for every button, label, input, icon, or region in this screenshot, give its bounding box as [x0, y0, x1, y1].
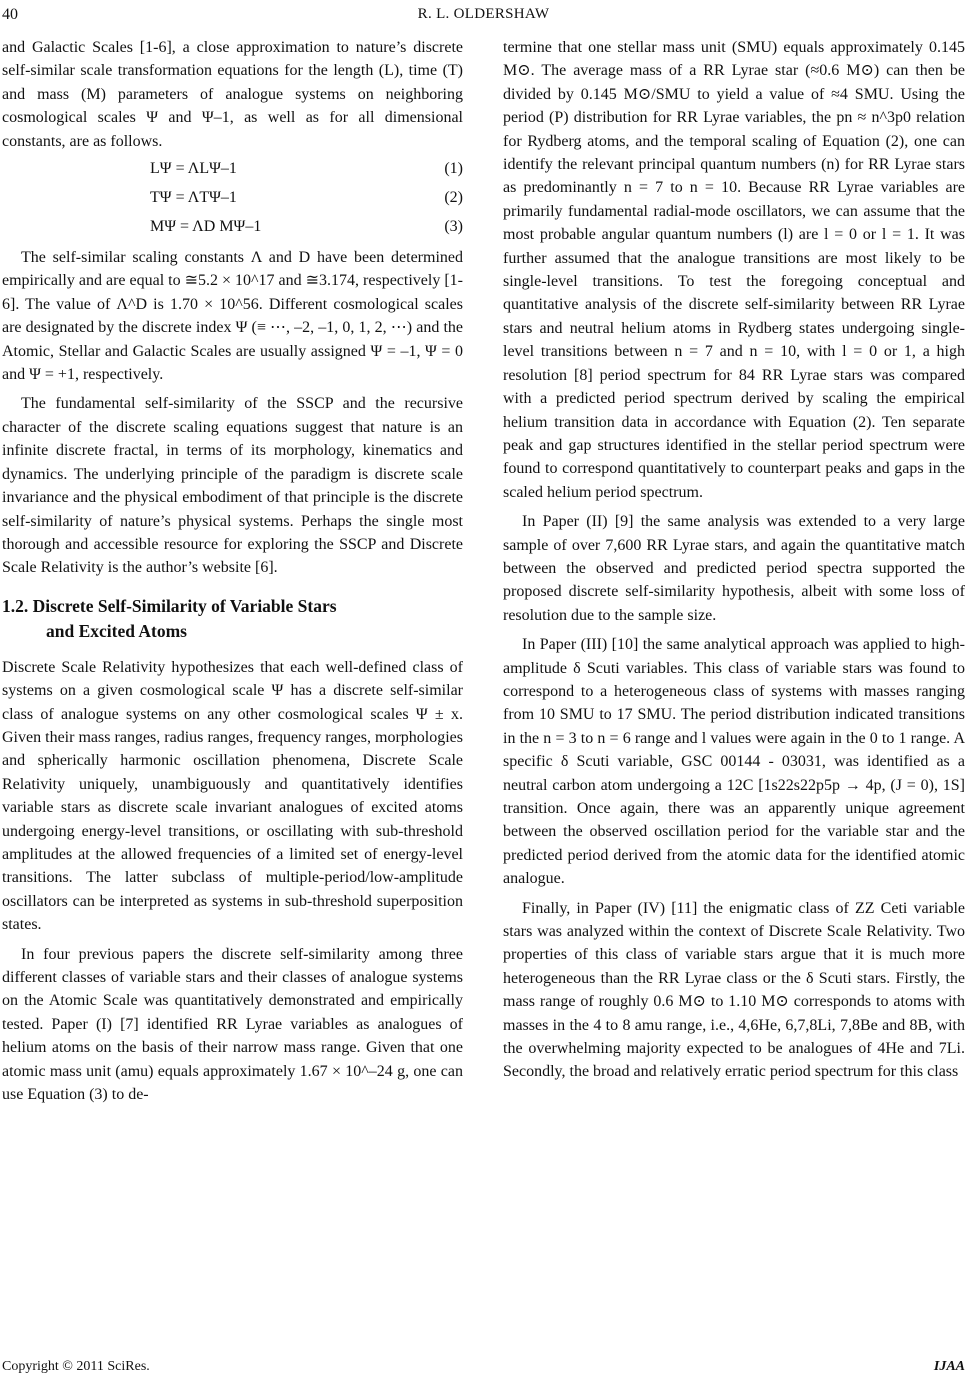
equation-2 [2, 182, 463, 211]
equation-1 [2, 153, 463, 182]
equation-number: (2) [444, 189, 463, 207]
equation-body: LΨ = ΛLΨ–1 [150, 160, 237, 178]
equation-number: (1) [444, 160, 463, 178]
running-head: R. L. OLDERSHAW [417, 6, 550, 22]
paragraph: In four previous papers the discrete self-similarity among three different classes of variable stars and their classes of analogue systems on the Atomic Scale was quantitatively demonstrated and empirically tested. Paper (I) [7] identified RR Lyrae variables as analogues of helium atoms on the basis of their narrow mass range. Given that one atomic mass unit (amu) equals approximately 1.67 × 10^–24 g, one can use Equation (3) to de- [2, 945, 463, 1104]
equation-body: TΨ = ΛTΨ–1 [150, 189, 237, 207]
section-heading [2, 594, 463, 644]
section-heading-line-1: 1.2. Discrete Self-Similarity of Variable Stars [2, 595, 337, 616]
page-footer [0, 1359, 967, 1381]
paragraph: and Galactic Scales [1-6], a close approximation to nature’s discrete self-similar scale transformation equations for the length (L), time (T) and mass (M) parameters of analogue systems on neighboring cosmological scales Ψ and Ψ–1, as well as for all dimensional constants, are as follows. [2, 39, 463, 150]
paragraph: Finally, in Paper (IV) [11] the enigmatic class of ZZ Ceti variable stars was analyzed within the context of Discrete Scale Relativity. Two properties of this class of variable stars argue that it is much more heterogeneous than the RR Lyrae class or the δ Scuti stars. Firstly, the mass range of roughly 0.6 M⊙ to 1.10 M⊙ corresponds to atoms with masses in the 4 to 8 amu range, i.e., 4,6He, 6,7,8Li, 7,8Be and 8B, with the overwhelming majority expected to be analogues of 4He and 7Li. Secondly, the broad and relatively erratic period spectrum for this class [503, 899, 965, 1081]
paragraph: In Paper (III) [10] the same analytical approach was applied to high-amplitude δ Scuti variables. This class of variable stars was found to correspond to a heterogeneous class of systems with masses ranging from 10 SMU to 17 SMU. The period distribution indicated transitions in the n = 3 to n = 6 range and l values were again in the 0 to 1 range. A specific δ Scuti variable, GSC 00144 - 03031, was identified as a neutral carbon atom undergoing a 12C [1s22s22p5p → 4p, (J = 0), 1S] transition. Once again, there was an apparently unique agreement between the observed oscillation period for the variable star and the predicted period derived from the atomic data for the identified atomic analogue. [503, 636, 965, 888]
page-number: 40 [2, 6, 18, 23]
paragraph: In Paper (II) [9] the same analysis was extended to a very large sample of over 7,600 RR Lyrae stars, and again the quantitative match between the observed and predicted period spectra supported the proposed discrete self-similarity hypothesis, albeit with some loss of resolution due to the sample size. [503, 513, 965, 624]
paragraph: termine that one stellar mass unit (SMU) equals approximately 0.145 M⊙. The average mass of a RR Lyrae star (≈0.6 M⊙) can then be divided by 0.145 M⊙/SMU to yield a value of ≈4 SMU. Using the period (P) distribution for RR Lyrae variables, the pn ≈ n^3p0 relation for Rydberg atoms, and the temporal scaling of Equation (2), one can identify the relevant principal quantum numbers (n) for RR Lyrae stars as predominantly n = 7 to n = 10. Because RR Lyrae variables are primarily fundamental radial-mode oscillators, we can assume that the most probable angular quantum numbers (l) are l = 0 or l = 1. It was further assumed that the analogue transitions are most likely to be single-level transitions. To test the foregoing conceptual and quantitative analysis of the discrete self-similarity between RR Lyrae stars and neutral helium atoms in Rydberg states undergoing single-level transitions between n = 7 and n = 10, with l = 0 or 1, a high resolution [8] period spectrum for 84 RR Lyrae stars was compared with a predicted period spectrum derived by scaling the empirical helium transition data in accordance with Equation (2). Ten separate peak and gap structures identified in the stellar period spectrum were found to correspond quantitatively to counterpart peaks and gaps in the scaled helium period spectrum. [503, 39, 965, 501]
equation-body: MΨ = ΛD MΨ–1 [150, 218, 262, 236]
left-column [2, 36, 463, 1106]
equation-number: (3) [444, 218, 463, 236]
copyright-notice: Copyright © 2011 SciRes. [2, 1359, 150, 1374]
equation-3 [2, 211, 463, 240]
page-header [0, 6, 967, 28]
right-column [503, 36, 965, 1084]
section-heading-line-2: and Excited Atoms [46, 620, 187, 641]
paragraph: The fundamental self-similarity of the SSCP and the recursive character of the discrete scaling equations suggest that nature is an infinite discrete fractal, in terms of its morphology, kinematics and dynamics. The underlying principle of the paradigm is discrete scale invariance and the physical embodiment of that principle is the discrete self-similarity of nature’s physical systems. Perhaps the single most thorough and accessible resource for exploring the SSCP and Discrete Scale Relativity is the author’s website [6]. [2, 395, 463, 577]
paragraph: The self-similar scaling constants Λ and D have been determined empirically and are equal to ≅5.2 × 10^17 and ≅3.174, respectively [1-6]. The value of Λ^D is 1.70 × 10^56. Different cosmological scales are designated by the discrete index Ψ (≡ ⋯, –2, –1, 0, 1, 2, ⋯) and the Atomic, Stellar and Galactic Scales are usually assigned Ψ = –1, Ψ = 0 and Ψ = +1, respectively. [2, 249, 463, 384]
paragraph: Discrete Scale Relativity hypothesizes that each well-defined class of systems on a given cosmological scale Ψ has a discrete self-similar class of analogue systems on any other cosmological scales Ψ ± x. Given their mass ranges, radius ranges, frequency ranges, morphologies and spherically harmonic oscillation phenomena, Discrete Scale Relativity uniquely, unambiguously and quantitatively identifies variable stars as discrete scale invariant analogues of excited atoms undergoing energy-level transitions, or oscillating with sub-threshold amplitudes at the allowed frequencies of a limited set of energy-level transitions. The latter subclass of multiple-period/low-amplitude oscillators can be interpreted as systems in sub-threshold superposition states. [2, 658, 463, 934]
journal-abbreviation: IJAA [933, 1359, 965, 1374]
